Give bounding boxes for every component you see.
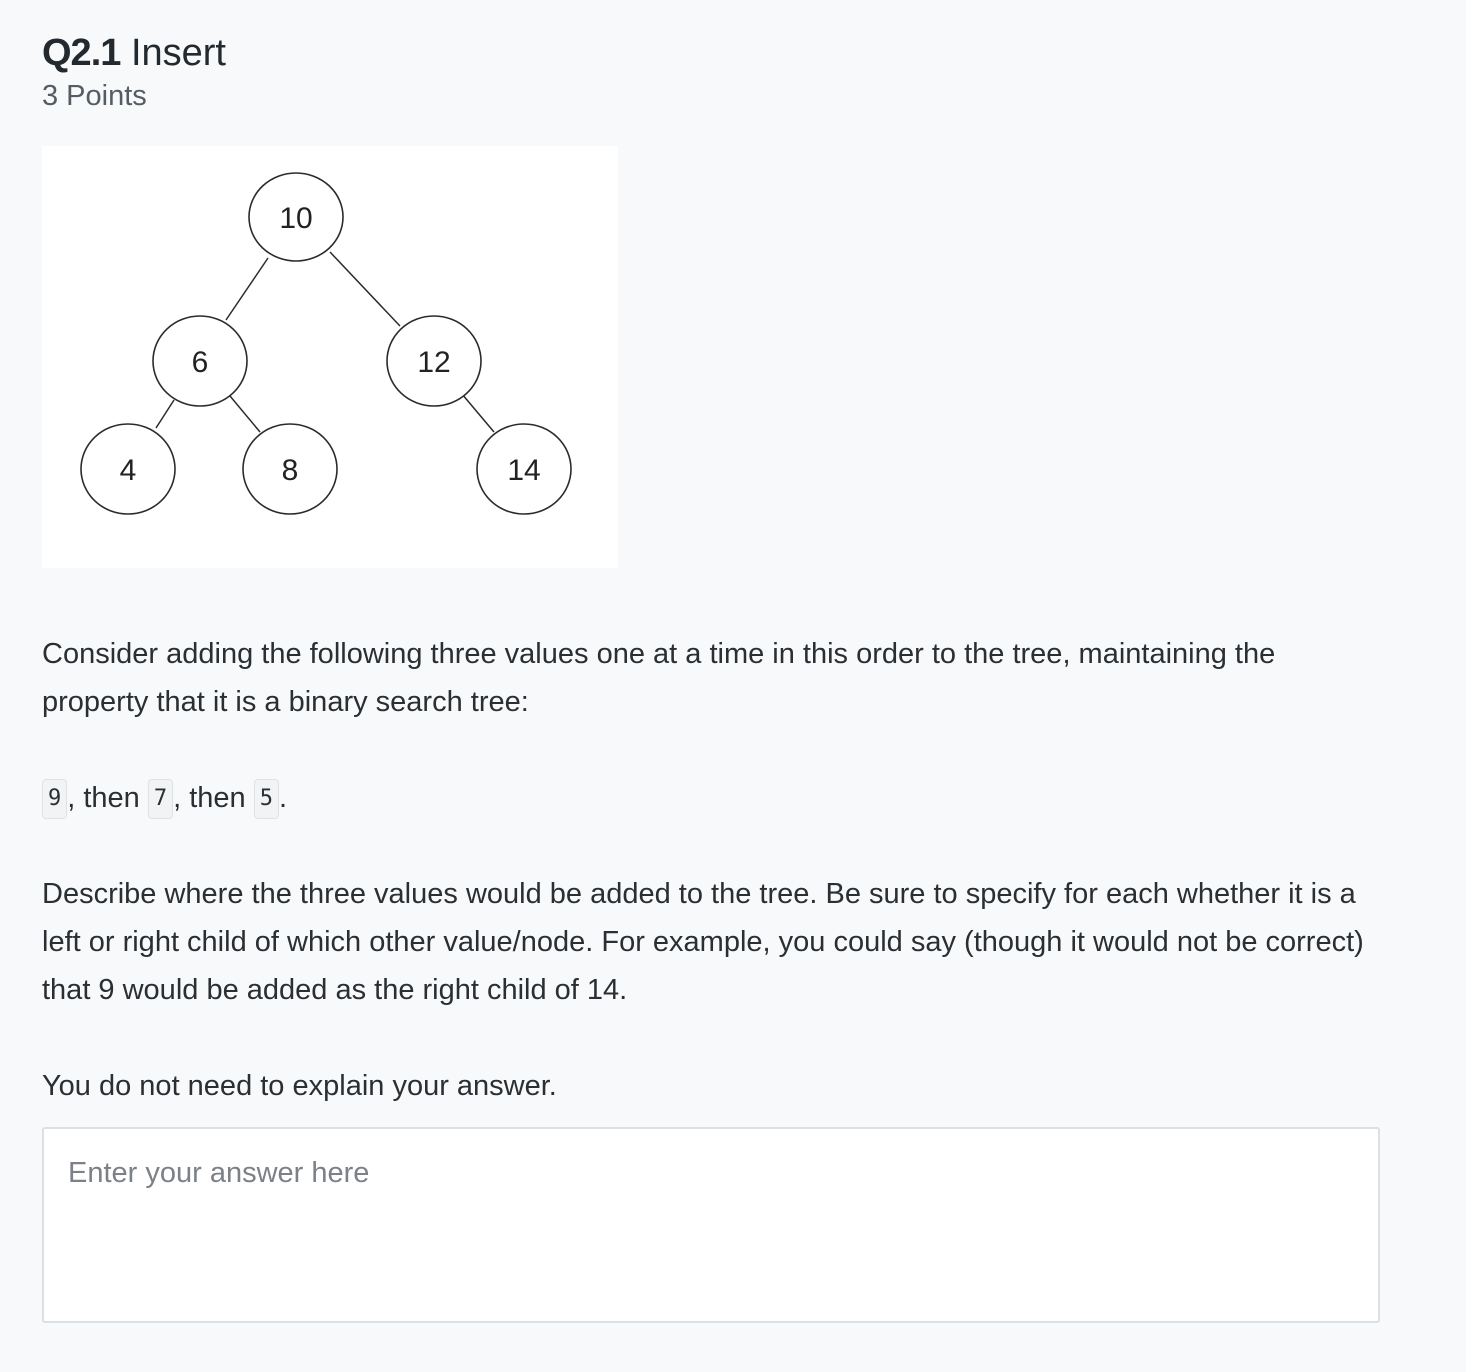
separator-text: , then (67, 782, 148, 814)
sentence-end: . (279, 782, 288, 814)
tree-node-10 (249, 173, 343, 261)
edge-10-6 (226, 258, 268, 320)
node-label-8: 8 (281, 454, 299, 487)
edge-12-14 (462, 394, 494, 432)
question-number: Q2.1 (42, 32, 121, 74)
value-chip: 9 (42, 779, 67, 819)
edge-10-12 (330, 252, 400, 326)
question-title (42, 30, 226, 76)
edge-6-4 (156, 400, 174, 428)
tree-node-14 (477, 424, 571, 514)
node-label-10: 10 (279, 202, 313, 235)
instructions-consider: Consider adding the following three values one at a time in this order to the tree, maintaining the property that it is a binary search tree: (42, 638, 1276, 718)
node-label-4: 4 (119, 454, 137, 487)
node-label-6: 6 (191, 346, 209, 379)
instructions-no-explain: You do not need to explain your answer. (42, 1070, 557, 1102)
edge-6-8 (230, 396, 260, 432)
tree-figure (42, 146, 618, 568)
question-points: 3 Points (42, 80, 147, 112)
tree-node-4 (81, 424, 175, 514)
separator-text: , then (173, 782, 254, 814)
values-to-insert (42, 774, 1372, 822)
node-label-12: 12 (417, 346, 451, 379)
instructions-describe: Describe where the three values would be added to the tree. Be sure to specify for each whether it is a left or right child of which other value/node. For example, you could say (though it would not be correct) that 9 would be added as the right child of 14. (42, 878, 1364, 1006)
tree-node-6 (153, 316, 247, 406)
question-header (42, 30, 226, 114)
tree-node-12 (387, 316, 481, 406)
value-chip: 5 (254, 779, 279, 819)
binary-search-tree-diagram (42, 146, 618, 568)
tree-node-8 (243, 424, 337, 514)
answer-textarea[interactable] (42, 1127, 1380, 1323)
value-chip: 7 (148, 779, 173, 819)
question-title-text: Insert (130, 32, 226, 74)
node-label-14: 14 (507, 454, 541, 487)
